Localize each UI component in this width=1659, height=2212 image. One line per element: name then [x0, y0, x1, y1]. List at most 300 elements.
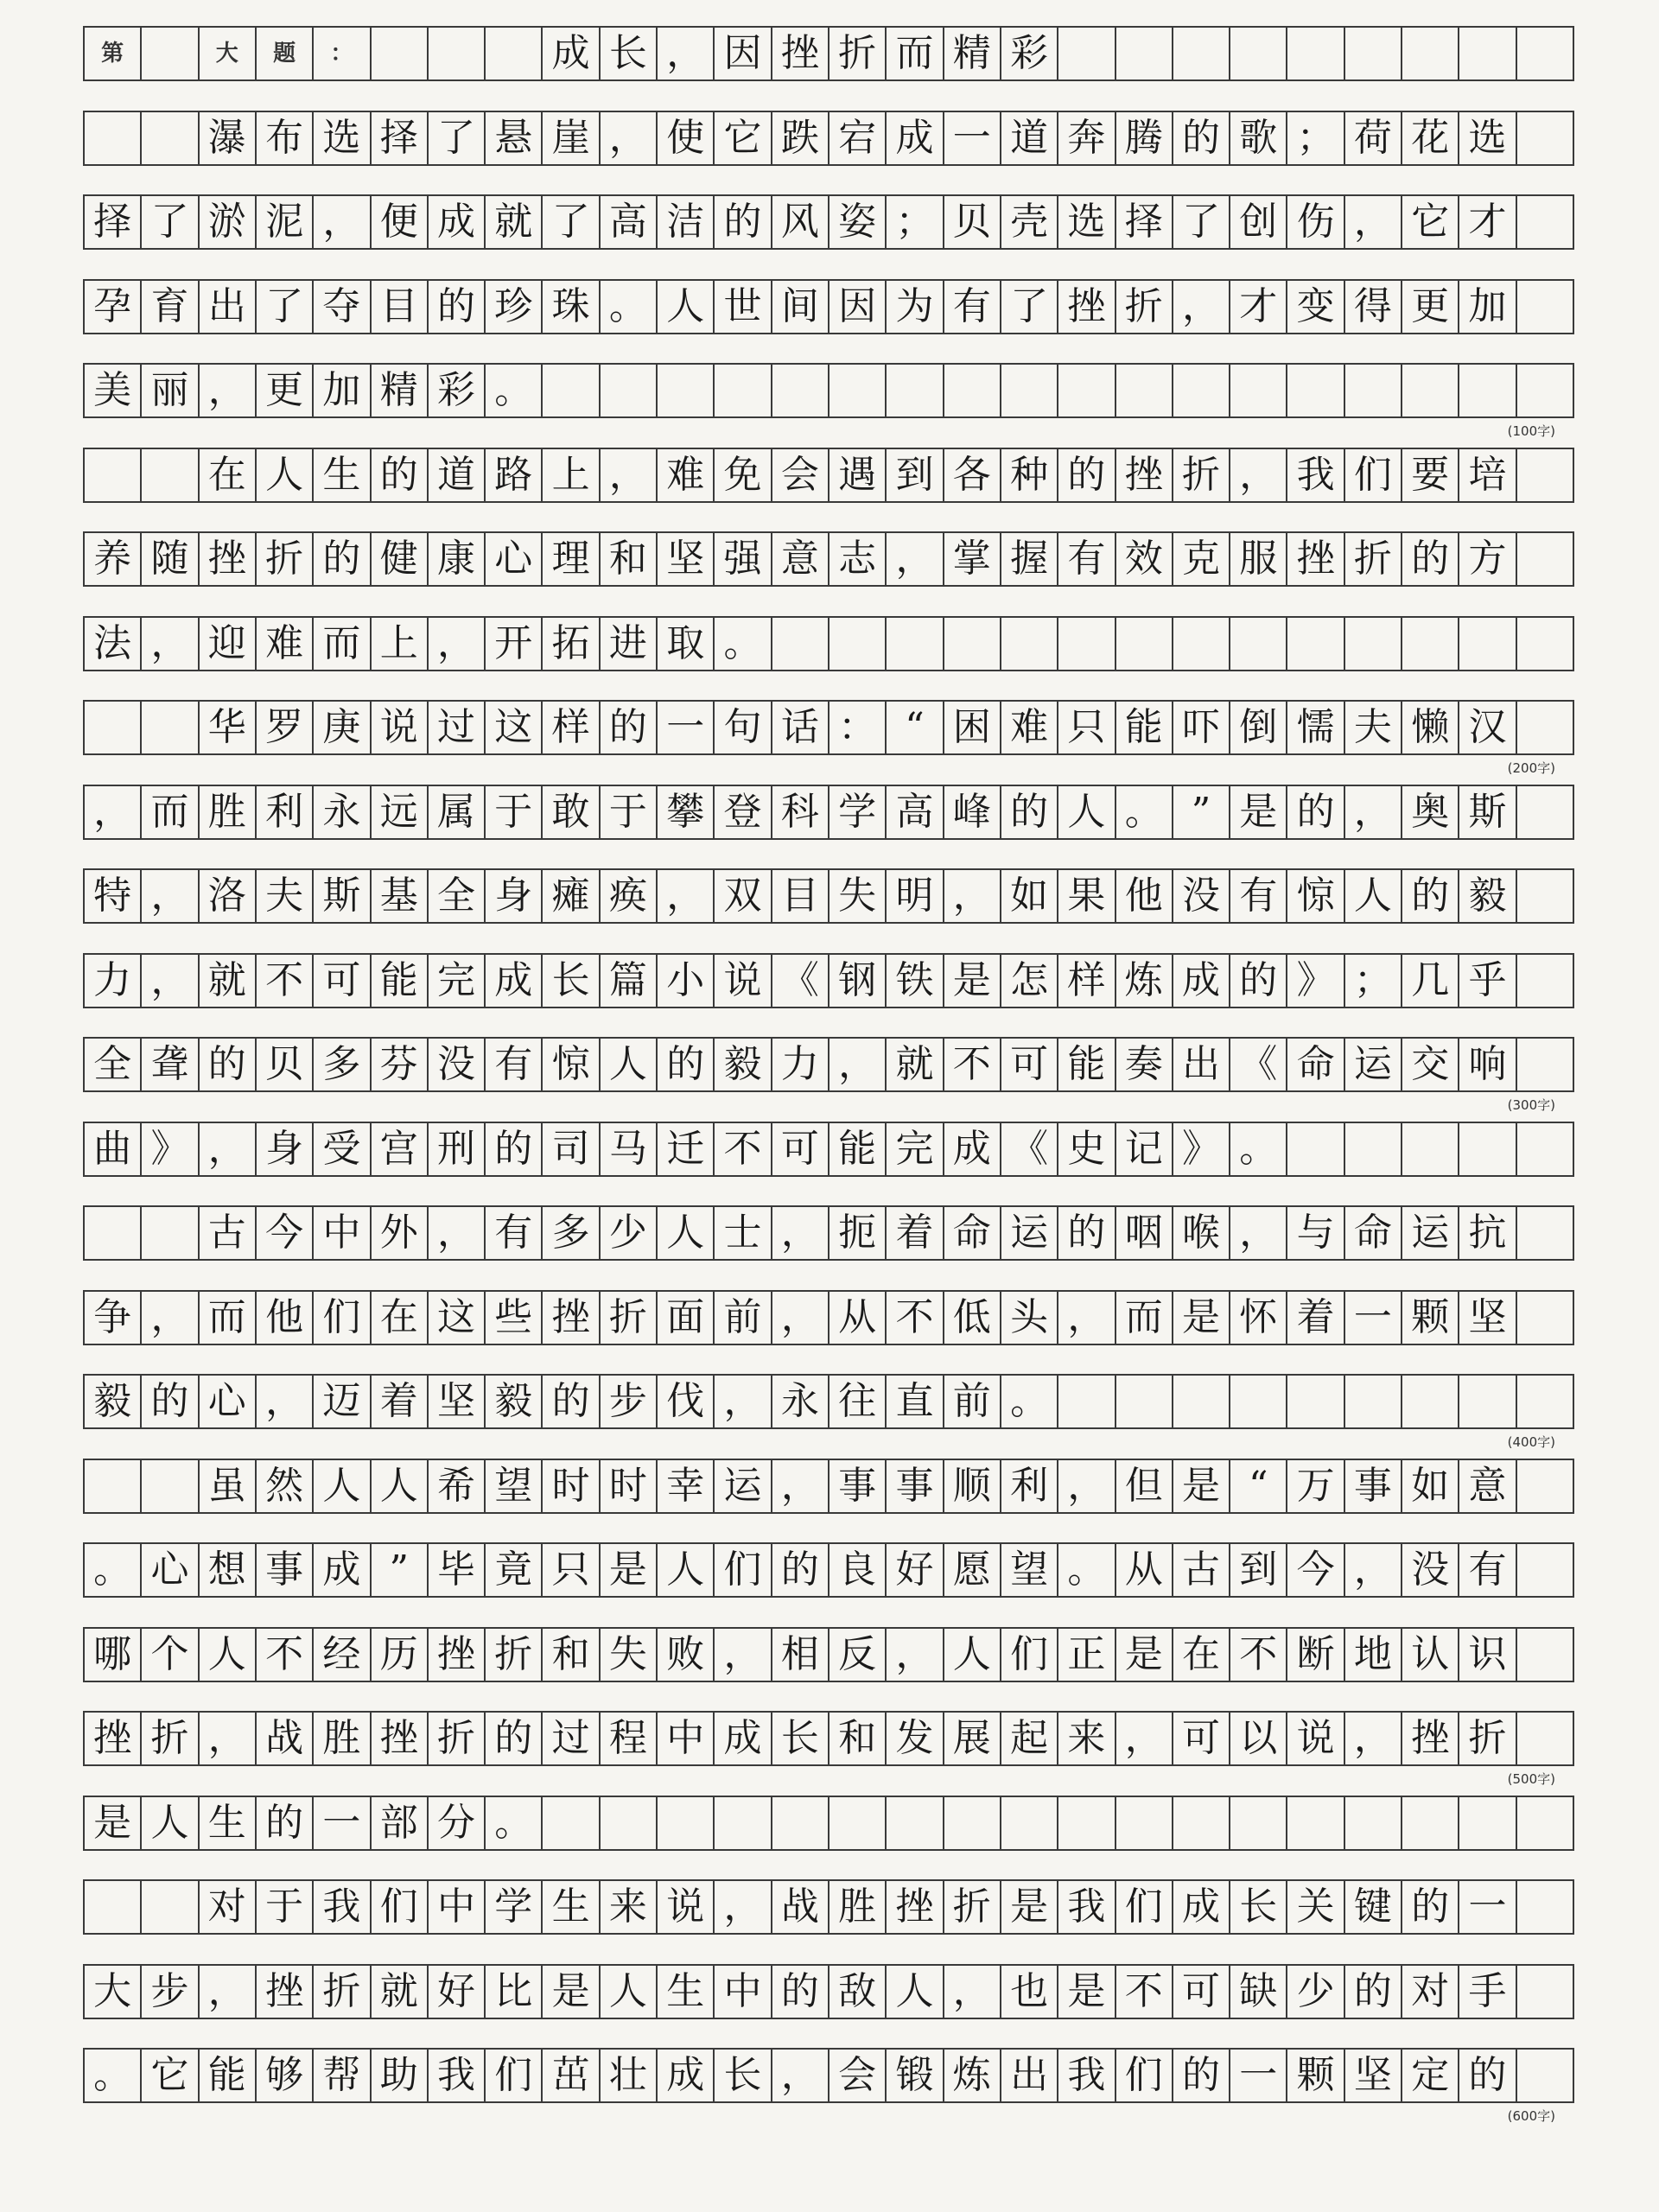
essay-char: 多 — [543, 1207, 600, 1259]
essay-char: 人 — [658, 281, 715, 333]
grid-cell — [772, 365, 830, 416]
essay-char: 成 — [314, 1544, 371, 1596]
essay-char: 有 — [944, 281, 1001, 333]
essay-char: 战 — [772, 1881, 830, 1933]
essay-char: 不 — [715, 1123, 772, 1175]
essay-char: 身 — [257, 1123, 314, 1175]
essay-char: 识 — [1459, 1629, 1516, 1681]
essay-char: 的 — [429, 281, 486, 333]
essay-char: 来 — [1058, 1713, 1116, 1764]
essay-char: 。 — [85, 1544, 142, 1596]
essay-char: 了 — [1001, 281, 1058, 333]
grid-cell — [601, 365, 658, 416]
essay-char: 锻 — [887, 2050, 944, 2101]
essay-char: ， — [601, 112, 658, 164]
essay-char: 毅 — [1459, 870, 1516, 922]
essay-char: 生 — [543, 1881, 600, 1933]
essay-char: 惊 — [543, 1039, 600, 1090]
grid-cell — [1230, 1797, 1287, 1849]
essay-char: 人 — [887, 1966, 944, 2018]
essay-char: 便 — [372, 196, 429, 248]
essay-char: 生 — [200, 1797, 257, 1849]
essay-char: 事 — [830, 1460, 887, 1512]
essay-char: 奥 — [1402, 786, 1459, 838]
essay-char: 中 — [715, 1966, 772, 2018]
title-char: 长 — [601, 28, 658, 79]
essay-char: 着 — [1287, 1292, 1344, 1344]
essay-char: 掌 — [944, 533, 1001, 585]
essay-char: 跌 — [772, 112, 830, 164]
essay-char: 它 — [142, 2050, 199, 2101]
word-count-marker: (600字) — [1507, 2108, 1555, 2124]
grid-cell — [1517, 955, 1574, 1007]
essay-char: 了 — [257, 281, 314, 333]
essay-char: 罗 — [257, 702, 314, 753]
essay-char: 变 — [1287, 281, 1344, 333]
essay-char: 中 — [429, 1881, 486, 1933]
grid-cell — [372, 28, 429, 79]
grid-cell — [142, 1207, 199, 1259]
essay-char: 事 — [1345, 1460, 1402, 1512]
essay-line — [83, 1290, 1574, 1345]
essay-char: 的 — [543, 1376, 600, 1427]
grid-cell — [1173, 28, 1230, 79]
essay-char: 而 — [200, 1292, 257, 1344]
title-char: 彩 — [1001, 28, 1058, 79]
essay-char: ， — [887, 533, 944, 585]
essay-char: 人 — [658, 1207, 715, 1259]
essay-char: 于 — [257, 1881, 314, 1933]
essay-char: 们 — [715, 1544, 772, 1596]
essay-char: 面 — [658, 1292, 715, 1344]
essay-char: ， — [85, 786, 142, 838]
essay-char: 握 — [1001, 533, 1058, 585]
essay-char: 地 — [1345, 1629, 1402, 1681]
essay-char: 择 — [1116, 196, 1173, 248]
essay-char: 成 — [658, 2050, 715, 2101]
grid-cell — [1517, 196, 1574, 248]
essay-char: 创 — [1230, 196, 1287, 248]
essay-char: 前 — [715, 1292, 772, 1344]
essay-char: 这 — [429, 1292, 486, 1344]
grid-cell — [1058, 1376, 1116, 1427]
essay-char: 人 — [658, 1544, 715, 1596]
essay-char: 的 — [1001, 786, 1058, 838]
essay-char: 分 — [429, 1797, 486, 1849]
essay-char: 有 — [1230, 870, 1287, 922]
essay-char: 健 — [372, 533, 429, 585]
essay-char: 是 — [601, 1544, 658, 1596]
grid-cell — [1402, 365, 1459, 416]
essay-char: 成 — [887, 112, 944, 164]
essay-char: 敢 — [543, 786, 600, 838]
grid-cell — [1345, 28, 1402, 79]
essay-char: 的 — [142, 1376, 199, 1427]
essay-char: 华 — [200, 702, 257, 753]
essay-char: 不 — [1116, 1966, 1173, 2018]
essay-char: 一 — [1230, 2050, 1287, 2101]
essay-char: 学 — [830, 786, 887, 838]
essay-char: 一 — [658, 702, 715, 753]
essay-char: 全 — [429, 870, 486, 922]
essay-char: 怎 — [1001, 955, 1058, 1007]
essay-char: 取 — [658, 618, 715, 670]
essay-line — [83, 1627, 1574, 1682]
essay-char: 意 — [1459, 1460, 1516, 1512]
essay-char: ， — [1058, 1292, 1116, 1344]
title-char: 折 — [830, 28, 887, 79]
grid-cell — [1345, 365, 1402, 416]
grid-cell — [944, 618, 1001, 670]
grid-cell — [85, 702, 142, 753]
essay-char: 响 — [1459, 1039, 1516, 1090]
essay-char: 挫 — [372, 1713, 429, 1764]
essay-char: 是 — [1173, 1292, 1230, 1344]
grid-cell — [142, 449, 199, 501]
essay-char: 才 — [1459, 196, 1516, 248]
essay-char: 折 — [142, 1713, 199, 1764]
essay-char: 颗 — [1287, 2050, 1344, 2101]
header-label: ： — [314, 28, 371, 79]
essay-char: 而 — [314, 618, 371, 670]
grid-cell — [1517, 1292, 1574, 1344]
grid-cell — [142, 1881, 199, 1933]
grid-cell — [1402, 1797, 1459, 1849]
essay-char: 康 — [429, 533, 486, 585]
essay-line — [83, 111, 1574, 166]
essay-char: 心 — [200, 1376, 257, 1427]
essay-char: 加 — [1459, 281, 1516, 333]
essay-char: 道 — [1001, 112, 1058, 164]
grid-cell — [1459, 1797, 1516, 1849]
essay-char: 运 — [1001, 1207, 1058, 1259]
essay-char: 少 — [601, 1207, 658, 1259]
essay-char: ， — [429, 618, 486, 670]
grid-cell — [543, 365, 600, 416]
essay-char: 长 — [1230, 1881, 1287, 1933]
essay-char: ； — [1287, 112, 1344, 164]
essay-char: 一 — [944, 112, 1001, 164]
essay-char: 比 — [486, 1966, 543, 2018]
essay-char: 前 — [944, 1376, 1001, 1427]
essay-char: 洛 — [200, 870, 257, 922]
grid-cell — [715, 1797, 772, 1849]
essay-char: 奔 — [1058, 112, 1116, 164]
essay-char: 的 — [1402, 533, 1459, 585]
essay-char: 迎 — [200, 618, 257, 670]
essay-char: 说 — [715, 955, 772, 1007]
essay-char: 可 — [1001, 1039, 1058, 1090]
essay-char: 强 — [715, 533, 772, 585]
essay-char: 能 — [1058, 1039, 1116, 1090]
essay-char: 是 — [1116, 1629, 1173, 1681]
essay-char: 高 — [887, 786, 944, 838]
essay-char: ， — [772, 1460, 830, 1512]
essay-char: 往 — [830, 1376, 887, 1427]
essay-char: 运 — [1345, 1039, 1402, 1090]
essay-char: 胜 — [830, 1881, 887, 1933]
grid-cell — [1517, 365, 1574, 416]
essay-char: 学 — [486, 1881, 543, 1933]
grid-cell — [830, 1797, 887, 1849]
grid-cell — [1001, 1797, 1058, 1849]
essay-char: 坚 — [1345, 2050, 1402, 2101]
grid-cell — [1230, 365, 1287, 416]
grid-cell — [830, 365, 887, 416]
essay-char: 然 — [257, 1460, 314, 1512]
essay-char: 。 — [85, 2050, 142, 2101]
essay-char: 的 — [1345, 1966, 1402, 2018]
essay-char: 的 — [486, 1713, 543, 1764]
grid-cell — [85, 449, 142, 501]
essay-line — [83, 1879, 1574, 1935]
essay-line — [83, 953, 1574, 1008]
essay-char: 发 — [887, 1713, 944, 1764]
essay-char: 折 — [944, 1881, 1001, 1933]
essay-line — [83, 1542, 1574, 1598]
grid-cell — [85, 1207, 142, 1259]
grid-cell — [142, 702, 199, 753]
essay-char: 成 — [1173, 1881, 1230, 1933]
essay-char: 小 — [658, 955, 715, 1007]
essay-char: ， — [1173, 281, 1230, 333]
grid-cell — [1116, 365, 1173, 416]
essay-char: 》 — [1173, 1123, 1230, 1175]
essay-char: 布 — [257, 112, 314, 164]
essay-char: 没 — [429, 1039, 486, 1090]
essay-char: 着 — [372, 1376, 429, 1427]
essay-char: 远 — [372, 786, 429, 838]
essay-char: 方 — [1459, 533, 1516, 585]
essay-char: 手 — [1459, 1966, 1516, 2018]
word-count-marker: (100字) — [1507, 423, 1555, 439]
essay-char: 道 — [429, 449, 486, 501]
essay-char: 惊 — [1287, 870, 1344, 922]
essay-char: 运 — [1402, 1207, 1459, 1259]
essay-char: 是 — [1173, 1460, 1230, 1512]
grid-cell — [1517, 2050, 1574, 2101]
essay-char: 能 — [200, 2050, 257, 2101]
essay-char: 永 — [314, 786, 371, 838]
essay-char: 幸 — [658, 1460, 715, 1512]
essay-char: 的 — [1173, 112, 1230, 164]
essay-char: 可 — [1173, 1966, 1230, 2018]
essay-char: 抗 — [1459, 1207, 1516, 1259]
essay-char: 败 — [658, 1629, 715, 1681]
essay-char: 们 — [1345, 449, 1402, 501]
essay-char: 壮 — [601, 2050, 658, 2101]
essay-char: 科 — [772, 786, 830, 838]
essay-char: 迈 — [314, 1376, 371, 1427]
essay-char: “ — [887, 702, 944, 753]
essay-char: 》 — [1287, 955, 1344, 1007]
essay-char: 部 — [372, 1797, 429, 1849]
essay-char: 的 — [372, 449, 429, 501]
grid-cell — [1116, 1376, 1173, 1427]
essay-char: 会 — [830, 2050, 887, 2101]
essay-char: 种 — [1001, 449, 1058, 501]
essay-char: 折 — [1173, 449, 1230, 501]
grid-cell — [944, 365, 1001, 416]
essay-char: 展 — [944, 1713, 1001, 1764]
essay-char: 话 — [772, 702, 830, 753]
essay-line — [83, 194, 1574, 250]
essay-char: 目 — [772, 870, 830, 922]
grid-cell — [1459, 365, 1516, 416]
essay-char: 挫 — [887, 1881, 944, 1933]
essay-char: 壳 — [1001, 196, 1058, 248]
grid-cell — [1517, 1123, 1574, 1175]
essay-line — [83, 1964, 1574, 2019]
essay-char: 的 — [1402, 1881, 1459, 1933]
essay-char: 养 — [85, 533, 142, 585]
essay-char: 的 — [1173, 2050, 1230, 2101]
essay-char: 不 — [887, 1292, 944, 1344]
grid-cell — [1116, 618, 1173, 670]
essay-char: 士 — [715, 1207, 772, 1259]
grid-cell — [1001, 618, 1058, 670]
essay-char: 可 — [1173, 1713, 1230, 1764]
essay-char: ， — [772, 1292, 830, 1344]
essay-char: 折 — [601, 1292, 658, 1344]
title-char: 成 — [543, 28, 600, 79]
essay-char: 望 — [486, 1460, 543, 1512]
essay-char: 胜 — [314, 1713, 371, 1764]
essay-char: 力 — [772, 1039, 830, 1090]
essay-char: 中 — [658, 1713, 715, 1764]
essay-char: 铁 — [887, 955, 944, 1007]
grid-cell — [1058, 618, 1116, 670]
essay-char: 挫 — [85, 1713, 142, 1764]
title-char: 而 — [887, 28, 944, 79]
essay-char: 的 — [1058, 449, 1116, 501]
essay-char: 挫 — [1402, 1713, 1459, 1764]
grid-cell — [658, 1797, 715, 1849]
essay-char: 心 — [486, 533, 543, 585]
grid-cell — [1402, 28, 1459, 79]
essay-char: 有 — [486, 1207, 543, 1259]
essay-char: 愿 — [944, 1544, 1001, 1596]
essay-char: 想 — [200, 1544, 257, 1596]
essay-char: 懒 — [1402, 702, 1459, 753]
essay-char: 对 — [1402, 1966, 1459, 2018]
essay-char: 人 — [944, 1629, 1001, 1681]
grid-cell — [1230, 1376, 1287, 1427]
grid-cell — [1517, 533, 1574, 585]
essay-char: 人 — [372, 1460, 429, 1512]
essay-char: 》 — [142, 1123, 199, 1175]
essay-char: 的 — [1058, 1207, 1116, 1259]
essay-char: 。 — [1116, 786, 1173, 838]
essay-char: 毕 — [429, 1544, 486, 1596]
essay-char: 心 — [142, 1544, 199, 1596]
essay-char: 完 — [429, 955, 486, 1007]
essay-char: 着 — [887, 1207, 944, 1259]
essay-char: 目 — [372, 281, 429, 333]
essay-char: 以 — [1230, 1713, 1287, 1764]
essay-char: 夫 — [1345, 702, 1402, 753]
essay-char: 如 — [1402, 1460, 1459, 1512]
essay-char: 伐 — [658, 1376, 715, 1427]
essay-char: 定 — [1402, 2050, 1459, 2101]
essay-char: “ — [1230, 1460, 1287, 1512]
essay-char: 选 — [1058, 196, 1116, 248]
essay-char: 受 — [314, 1123, 371, 1175]
grid-cell — [1058, 1797, 1116, 1849]
essay-char: 个 — [142, 1629, 199, 1681]
essay-char: ， — [200, 1966, 257, 2018]
essay-char: 够 — [257, 2050, 314, 2101]
essay-char: 懦 — [1287, 702, 1344, 753]
essay-char: 人 — [1058, 786, 1116, 838]
essay-char: 大 — [85, 1966, 142, 2018]
essay-char: 们 — [486, 2050, 543, 2101]
essay-char: ， — [142, 1292, 199, 1344]
grid-cell — [1058, 28, 1116, 79]
essay-char: 全 — [85, 1039, 142, 1090]
essay-char: 效 — [1116, 533, 1173, 585]
essay-char: 了 — [429, 112, 486, 164]
essay-char: 毅 — [486, 1376, 543, 1427]
essay-char: 坚 — [658, 533, 715, 585]
essay-char: 的 — [1459, 2050, 1516, 2101]
grid-cell — [429, 28, 486, 79]
essay-char: 为 — [887, 281, 944, 333]
essay-char: ， — [887, 1629, 944, 1681]
essay-char: 洁 — [658, 196, 715, 248]
essay-char: 和 — [830, 1713, 887, 1764]
essay-char: 们 — [314, 1292, 371, 1344]
essay-char: 。 — [715, 618, 772, 670]
essay-char: 瀑 — [200, 112, 257, 164]
essay-char: 完 — [887, 1123, 944, 1175]
essay-char: 出 — [1001, 2050, 1058, 2101]
essay-char: 望 — [1001, 1544, 1058, 1596]
essay-char: 择 — [85, 196, 142, 248]
essay-char: ； — [887, 196, 944, 248]
essay-char: 夺 — [314, 281, 371, 333]
essay-char: 腾 — [1116, 112, 1173, 164]
essay-char: 生 — [314, 449, 371, 501]
essay-char: 选 — [314, 112, 371, 164]
essay-char: 句 — [715, 702, 772, 753]
essay-char: ， — [715, 1881, 772, 1933]
essay-char: 聋 — [142, 1039, 199, 1090]
essay-char: 挫 — [1058, 281, 1116, 333]
essay-char: 泥 — [257, 196, 314, 248]
essay-char: 这 — [486, 702, 543, 753]
essay-char: 断 — [1287, 1629, 1344, 1681]
essay-char: 一 — [1345, 1292, 1402, 1344]
title-char: 挫 — [772, 28, 830, 79]
essay-char: 淤 — [200, 196, 257, 248]
grid-cell — [1345, 1376, 1402, 1427]
grid-cell — [142, 112, 199, 164]
essay-char: 贝 — [944, 196, 1001, 248]
essay-char: 是 — [543, 1966, 600, 2018]
essay-char: 缺 — [1230, 1966, 1287, 2018]
essay-char: 遇 — [830, 449, 887, 501]
essay-char: ， — [1116, 1713, 1173, 1764]
essay-char: 才 — [1230, 281, 1287, 333]
essay-char: 折 — [1345, 533, 1402, 585]
grid-cell — [1459, 618, 1516, 670]
essay-char: 坚 — [429, 1376, 486, 1427]
essay-char: 反 — [830, 1629, 887, 1681]
essay-char: 一 — [314, 1797, 371, 1849]
essay-char: 精 — [372, 365, 429, 416]
essay-char: 宕 — [830, 112, 887, 164]
